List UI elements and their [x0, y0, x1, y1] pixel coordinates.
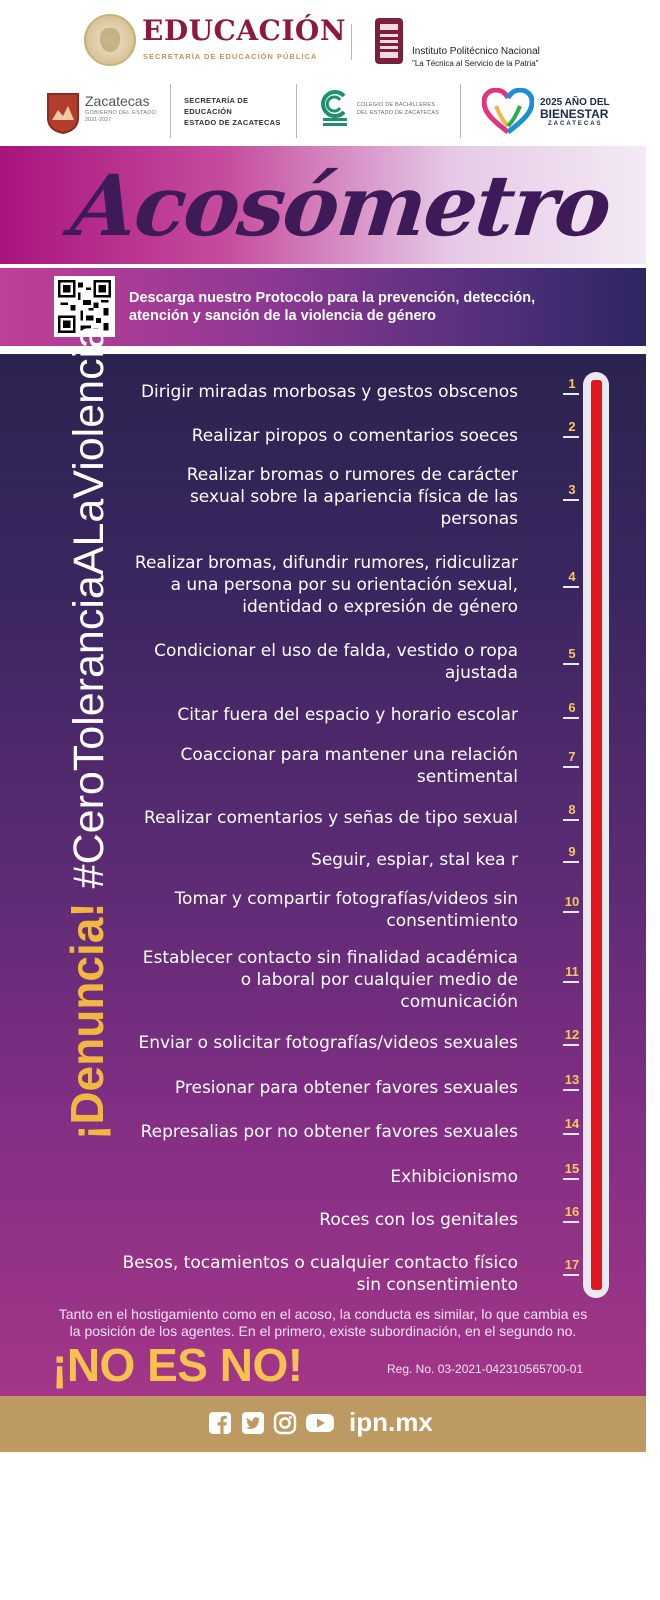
- facebook-icon[interactable]: [208, 1411, 232, 1435]
- registration-number: Reg. No. 03-2021-042310565700-01: [387, 1362, 584, 1376]
- level-number: 4: [568, 569, 576, 584]
- sep-title: EDUCACIÓN: [142, 14, 346, 47]
- level-number: 1: [568, 376, 576, 391]
- ipn-motto: "La Técnica al Servicio de la Patria": [412, 59, 539, 68]
- level-number: 7: [568, 749, 576, 764]
- list-item: [118, 704, 518, 726]
- item-text-line: Citar fuera del espacio y horario escolar: [177, 705, 518, 725]
- list-item: [118, 1121, 518, 1143]
- level-tick: [563, 663, 579, 665]
- website-link[interactable]: ipn.mx: [349, 1407, 433, 1437]
- youtube-icon[interactable]: [305, 1411, 335, 1435]
- item-text-line: Establecer contacto sin finalidad académica: [142, 948, 518, 968]
- item-text-line: Realizar bromas, difundir rumores, ridiculizar: [134, 553, 518, 573]
- page-title: Acosómetro: [66, 156, 615, 255]
- item-text-line: Seguir, espiar, stal kea r: [311, 850, 518, 870]
- list-item: [118, 807, 518, 829]
- list-item: [118, 1166, 518, 1188]
- twitter-icon[interactable]: [241, 1411, 265, 1435]
- level-tick: [563, 911, 579, 913]
- zacatecas-sub1: GOBIERNO DEL ESTADO: [85, 110, 157, 116]
- colegio-line-2: DEL ESTADO DE ZACATECAS: [357, 110, 440, 116]
- list-item: [118, 640, 518, 684]
- level-number: 15: [564, 1161, 580, 1176]
- list-item: [118, 849, 518, 871]
- meter-fill: [591, 380, 602, 1290]
- item-text-line: consentimiento: [386, 911, 518, 931]
- level-number: 12: [564, 1027, 580, 1042]
- level-tick: [563, 586, 579, 588]
- level-tick: [563, 819, 579, 821]
- hashtag-text: #CeroToleranciaALaViolencia: [65, 324, 113, 889]
- item-text-line: identidad o expresión de género: [242, 597, 518, 617]
- zacatecas-shield-icon: [46, 92, 80, 134]
- level-number: 13: [564, 1072, 580, 1087]
- instagram-icon[interactable]: [273, 1411, 297, 1435]
- item-text-line: sexual sobre la apariencia física de las: [189, 487, 518, 507]
- zacatecas-sub2: 2021-2027: [85, 117, 112, 123]
- logo-divider: [296, 84, 297, 138]
- denuncia-text: ¡Denuncia!: [61, 902, 113, 1140]
- list-item: [118, 425, 518, 447]
- zacatecas-name: Zacatecas: [85, 93, 150, 109]
- level-tick: [563, 436, 579, 438]
- protocol-text-line-2: atención y sanción de la violencia de género: [129, 308, 437, 324]
- level-number: 2: [568, 419, 576, 434]
- item-text-line: Realizar comentarios y señas de tipo sexual: [144, 808, 518, 828]
- note-line-2: la posición de los agentes. En el primero, existe subordinación, en el segundo no.: [69, 1323, 577, 1339]
- list-item: [118, 464, 518, 530]
- list-item: [118, 744, 518, 788]
- level-number: 17: [564, 1257, 580, 1272]
- level-number: 8: [568, 802, 576, 817]
- colegio-line-1: COLEGIO DE BACHILLERES: [357, 102, 436, 108]
- level-tick: [563, 1044, 579, 1046]
- level-tick: [563, 981, 579, 983]
- item-text-line: Besos, tocamientos o cualquier contacto físico: [122, 1253, 518, 1273]
- secretaria-line-3: ESTADO DE ZACATECAS: [184, 118, 281, 127]
- bienestar-heart-icon: [482, 88, 534, 136]
- level-tick: [563, 1089, 579, 1091]
- mexico-seal-icon: [84, 14, 136, 66]
- level-number: 16: [564, 1204, 580, 1219]
- note-line-1: Tanto en el hostigamiento como en el acoso, la conducta es similar, lo que cambia es: [58, 1306, 588, 1322]
- item-text-line: Dirigir miradas morbosas y gestos obscenos: [140, 382, 518, 402]
- list-item: [118, 1252, 518, 1296]
- item-text-line: Tomar y compartir fotografías/videos sin: [174, 889, 518, 909]
- level-number: 5: [568, 646, 576, 661]
- item-text-line: a una persona por su orientación sexual,: [170, 575, 518, 595]
- protocol-text-line-1: Descarga nuestro Protocolo para la prevención, detección,: [129, 290, 536, 306]
- secretaria-line-2: EDUCACIÓN: [184, 107, 233, 116]
- level-tick: [563, 1133, 579, 1135]
- list-item: [118, 381, 518, 403]
- bienestar-line-1: 2025 AÑO DEL: [540, 97, 610, 108]
- item-text-line: Exhibicionismo: [390, 1167, 518, 1187]
- item-text-line: Enviar o solicitar fotografías/videos sexuales: [138, 1033, 518, 1053]
- item-text-line: Roces con los genitales: [319, 1210, 518, 1230]
- level-tick: [563, 393, 579, 395]
- level-tick: [563, 499, 579, 501]
- sep-subtitle: SECRETARÍA DE EDUCACIÓN PÚBLICA: [143, 52, 318, 61]
- level-tick: [563, 766, 579, 768]
- item-text-line: ajustada: [444, 663, 518, 683]
- ipn-name: Instituto Politécnico Nacional: [412, 46, 540, 57]
- item-text-line: personas: [440, 509, 518, 529]
- logo-divider: [170, 84, 171, 138]
- title-banner: [0, 146, 646, 264]
- secretaria-line-1: SECRETARÍA DE: [184, 96, 249, 105]
- cobaez-logo-icon: [320, 88, 350, 128]
- item-text-line: Represalias por no obtener favores sexuales: [140, 1122, 518, 1142]
- level-tick: [563, 1274, 579, 1276]
- bienestar-line-2: BIENESTAR: [540, 107, 609, 121]
- item-text-line: Realizar bromas o rumores de carácter: [186, 465, 518, 485]
- item-text-line: sentimental: [416, 767, 518, 787]
- item-text-line: sin consentimiento: [356, 1275, 518, 1295]
- level-number: 3: [568, 482, 576, 497]
- list-item: [118, 947, 518, 1013]
- level-number: 14: [564, 1116, 580, 1131]
- level-tick: [563, 861, 579, 863]
- list-item: [118, 1032, 518, 1054]
- list-item: [118, 552, 518, 618]
- vertical-slogan: [60, 325, 114, 1140]
- header-divider: [351, 24, 352, 60]
- item-text-line: Coaccionar para mantener una relación: [180, 745, 518, 765]
- level-tick: [563, 1221, 579, 1223]
- level-number: 6: [568, 700, 576, 715]
- item-text-line: comunicación: [400, 992, 518, 1012]
- bienestar-line-3: ZACATECAS: [548, 121, 603, 127]
- list-item: [118, 1209, 518, 1231]
- list-item: [118, 1077, 518, 1099]
- level-number: 9: [568, 844, 576, 859]
- logo-divider: [460, 84, 461, 138]
- level-number: 10: [564, 894, 580, 909]
- item-text-line: Condicionar el uso de falda, vestido o ropa: [154, 641, 518, 661]
- slogan: ¡NO ES NO!: [52, 1339, 303, 1391]
- level-number: 11: [565, 964, 579, 979]
- list-item: [118, 888, 518, 932]
- level-tick: [563, 1178, 579, 1180]
- item-text-line: o laboral por cualquier medio de: [240, 970, 518, 990]
- ipn-logo-icon: [372, 16, 406, 66]
- level-tick: [563, 717, 579, 719]
- item-text-line: Realizar piropos o comentarios soeces: [191, 426, 518, 446]
- item-text-line: Presionar para obtener favores sexuales: [174, 1078, 518, 1098]
